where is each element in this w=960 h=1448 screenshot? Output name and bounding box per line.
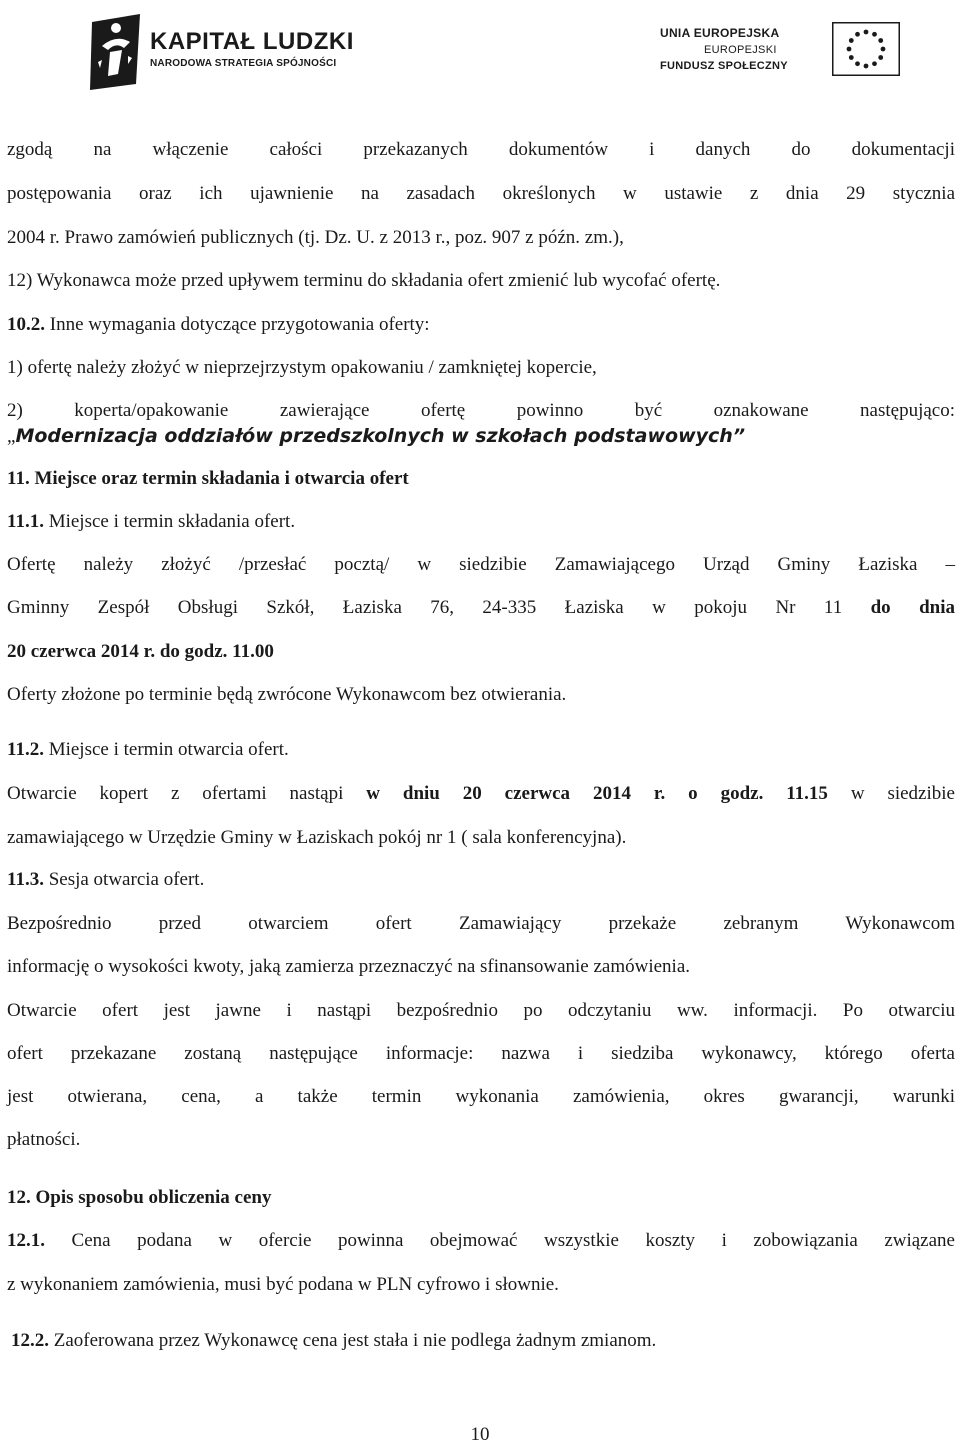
paragraph-line: płatności.: [7, 1129, 81, 1150]
page-number: 10: [470, 1424, 490, 1445]
eu-star-icon: [849, 38, 854, 43]
section-number: 12.1.: [7, 1230, 45, 1251]
eu-star-icon: [872, 61, 877, 66]
paragraph-line: postępowania oraz ich ujawnienie na zasadach określonych w ustawie z dnia 29 stycznia: [7, 183, 955, 204]
section-title: Inne wymagania dotyczące przygotowania oferty:: [45, 314, 430, 335]
paragraph-line: zgodą na włączenie całości przekazanych dokumentów i danych do dokumentacji: [7, 139, 955, 160]
eu-logo-line1: UNIA EUROPEJSKA: [660, 26, 780, 40]
paragraph-text: w siedzibie: [827, 783, 955, 804]
paragraph-text: Gminny Zespół Obsługi Szkół, Łaziska 76, 24-335 Łaziska w pokoju Nr 11: [7, 597, 871, 618]
subsection-heading: [7, 510, 955, 534]
section-number: 11.3.: [7, 869, 44, 890]
paragraph-line: [7, 1229, 955, 1253]
paragraph-line: jest otwierana, cena, a także termin wykonania zamówienia, okres gwarancji, warunki: [7, 1086, 955, 1107]
list-item: 1) ofertę należy złożyć w nieprzejrzystym opakowaniu / zamkniętej kopercie,: [7, 357, 597, 378]
eu-star-icon: [872, 32, 877, 37]
eu-star-icon: [881, 47, 886, 52]
eu-star-icon: [864, 30, 869, 35]
eu-star-icon: [855, 61, 860, 66]
envelope-label: [7, 424, 955, 449]
eu-star-icon: [878, 55, 883, 60]
eu-star-icon: [855, 32, 860, 37]
paragraph-line: Ofertę należy złożyć /przesłać pocztą/ w siedzibie Zamawiającego Urząd Gminy Łaziska –: [7, 554, 955, 575]
paragraph-line: [7, 596, 955, 620]
eu-star-icon: [847, 47, 852, 52]
section-heading: 11. Miejsce oraz termin składania i otwarcia ofert: [7, 468, 409, 489]
paragraph-line: z wykonaniem zamówienia, musi być podana w PLN cyfrowo i słownie.: [7, 1274, 559, 1295]
section-number: 11.1.: [7, 511, 44, 532]
paragraph-line: Otwarcie ofert jest jawne i nastąpi bezpośrednio po odczytaniu ww. informacji. Po otwarciu: [7, 1000, 955, 1021]
deadline-date: 20 czerwca 2014 r. do godz. 11.00: [7, 641, 274, 662]
eu-logo-line2: EUROPEJSKI: [704, 44, 777, 56]
paragraph-line: Bezpośrednio przed otwarciem ofert Zamawiający przekaże zebranym Wykonawcom: [7, 913, 955, 934]
eu-logo-line3: FUNDUSZ SPOŁECZNY: [660, 60, 788, 72]
subsection-heading: [7, 738, 955, 762]
section-title: Sesja otwarcia ofert.: [43, 869, 205, 890]
paragraph-line: zamawiającego w Urzędzie Gminy w Łaziskach pokój nr 1 ( sala konferencyjna).: [7, 827, 627, 848]
paragraph-line: informację o wysokości kwoty, jaką zamierza przeznaczyć na sfinansowanie zamówienia.: [7, 956, 690, 977]
open-quote: „: [7, 426, 16, 447]
paragraph-line: ofert przekazane zostaną następujące informacje: nazwa i siedziba wykonawcy, którego oferta: [7, 1043, 955, 1064]
deadline-bold: do dnia: [870, 597, 955, 618]
logo-title: KAPITAŁ LUDZKI: [150, 28, 354, 55]
paragraph-text: Zaoferowana przez Wykonawcę cena jest stała i nie podlega żadnym zmianom.: [49, 1330, 657, 1351]
section-number: 10.2.: [7, 314, 45, 335]
paragraph-line: 12) Wykonawca może przed upływem terminu do składania ofert zmienić lub wycofać ofertę.: [7, 270, 721, 291]
section-title: Miejsce i termin otwarcia ofert.: [43, 739, 289, 760]
eu-star-icon: [878, 38, 883, 43]
section-number: 11.2.: [7, 739, 44, 760]
opening-date-bold: w dniu 20 czerwca 2014 r. o godz. 11.15: [366, 783, 828, 804]
paragraph-line: Oferty złożone po terminie będą zwrócone Wykonawcom bez otwierania.: [7, 684, 567, 705]
page-header: [0, 0, 960, 100]
paragraph-text: Cena podana w ofercie powinna obejmować wszystkie koszty i zobowiązania związane: [45, 1230, 955, 1251]
kapital-ludzki-emblem-icon: [88, 12, 144, 90]
paragraph-line: 2004 r. Prawo zamówień publicznych (tj. Dz. U. z 2013 r., poz. 907 z późn. zm.),: [7, 227, 624, 248]
kapital-ludzki-logo: [88, 12, 408, 92]
section-heading: [7, 313, 955, 337]
logo-subtitle: NARODOWA STRATEGIA SPÓJNOŚCI: [150, 58, 337, 69]
section-heading: 12. Opis sposobu obliczenia ceny: [7, 1187, 272, 1208]
paragraph-line: [7, 782, 955, 806]
eu-star-icon: [849, 55, 854, 60]
project-title: Modernizacja oddziałów przedszkolnych w szkołach podstawowych: [15, 425, 733, 447]
subsection-heading: [7, 868, 955, 892]
eu-flag-icon: [832, 22, 900, 76]
list-item: 2) koperta/opakowanie zawierające ofertę powinno być oznakowane następująco:: [7, 400, 955, 421]
paragraph-text: Otwarcie kopert z ofertami nastąpi: [7, 783, 367, 804]
close-quote: ”: [732, 425, 746, 447]
eu-logo: [660, 22, 910, 82]
paragraph-line: [11, 1329, 959, 1353]
section-title: Miejsce i termin składania ofert.: [43, 511, 296, 532]
eu-star-icon: [864, 64, 869, 69]
section-number: 12.2.: [11, 1330, 49, 1351]
